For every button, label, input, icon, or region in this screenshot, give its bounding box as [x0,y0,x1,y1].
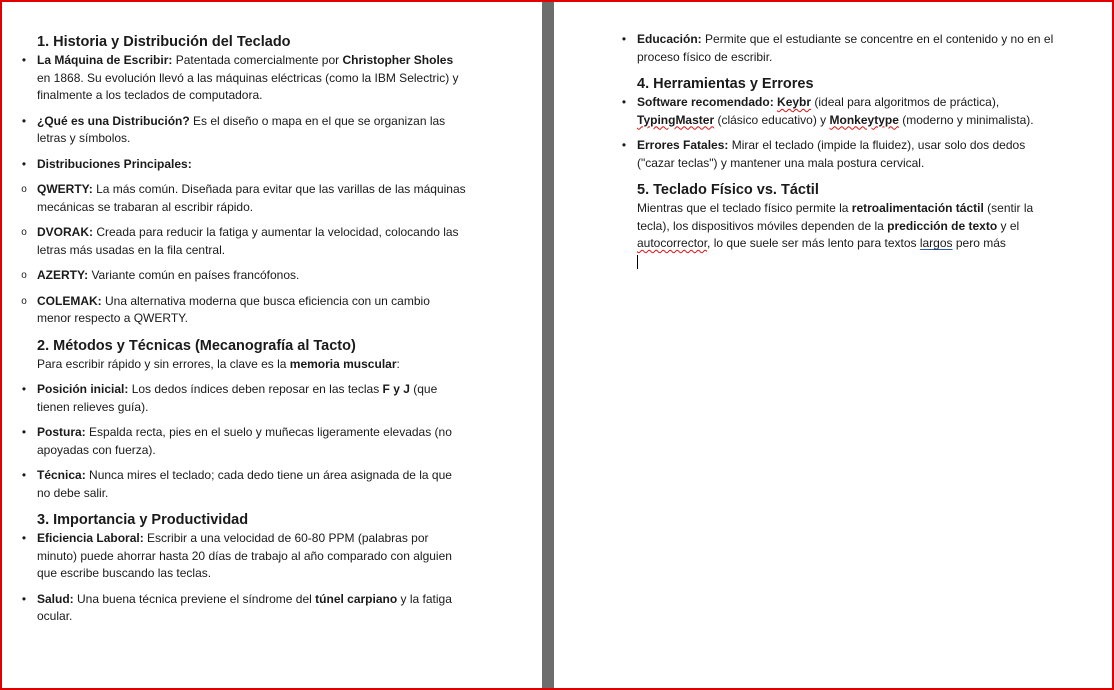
item-text: Permite que el estudiante se concentre en el contenido y no en el proceso físico de escribir. [637,32,1054,64]
para-text: pero más [952,236,1006,250]
list-item [21,293,467,328]
page-left-content[interactable] [21,32,467,634]
list-item [21,181,467,216]
item-label: COLEMAK: [37,293,102,308]
item-text: Una alternativa moderna que busca eficiencia con un cambio menor respecto a QWERTY. [37,293,430,325]
item-text: Una buena técnica previene el síndrome del [73,591,316,606]
section-title: 1. Historia y Distribución del Teclado [37,34,291,50]
item-text: en 1868. Su evolución llevó a las máquinas eléctricas (como la IBM Selectric) y finalmente a los teclados de computadora. [37,70,459,102]
item-label: Salud: [37,591,74,606]
list-item [621,137,1062,172]
tool-monkeytype: Monkeytype [829,112,899,127]
grammar-word: largos [919,236,953,250]
item-text: (que tienen relieves guía). [37,382,438,414]
item-label: Distribuciones Principales: [37,156,192,171]
page-left [2,2,540,688]
item-label: Posición inicial: [37,382,129,396]
list-item [21,381,467,416]
item-label: ¿Qué es una Distribución? [37,113,190,128]
page-right [556,2,1114,688]
list-item [21,591,467,626]
item-label: Errores Fatales: [637,138,729,152]
item-text: Es el diseño o mapa en el que se organizan las letras y símbolos. [37,113,446,145]
section-title: 3. Importancia y Productividad [37,512,249,528]
section-title: 5. Teclado Físico vs. Táctil [637,182,819,198]
list-item [21,267,467,285]
bullet-icon: • [21,591,27,606]
bullet-icon: • [21,425,27,439]
item-text: (ideal para algoritmos de práctica), [811,95,1000,109]
bullet-icon: • [21,531,27,545]
page-right-content[interactable] [621,31,1062,282]
item-text: Variante común en países francófonos. [88,268,300,282]
list-item [21,530,467,583]
intro-end: : [396,356,400,371]
bullet-icon: • [21,113,27,128]
item-bold: túnel carpiano [315,591,398,606]
item-text: La más común. Diseñada para evitar que las varillas de las máquinas mecánicas se trabaran al escribir rápido. [37,182,466,214]
item-text: Mirar el teclado (impide la fluidez), usar solo dos dedos ("cazar teclas") y mantener una mala postura cervical. [637,138,1026,170]
item-text: Creada para reducir la fatiga y aumentar la velocidad, colocando las letras más usadas en la fila central. [37,225,459,257]
item-text: (moderno y minimalista). [898,112,1034,127]
section-title: 2. Métodos y Técnicas (Mecanografía al Tacto) [37,337,356,354]
list-item [21,424,467,459]
bullet-icon: • [621,32,627,46]
list-item [621,31,1062,66]
list-item [21,113,467,148]
circle-bullet-icon: o [21,227,27,238]
item-bold: F y J [382,382,410,396]
item-text: Espalda recta, pies en el suelo y muñecas ligeramente elevadas (no apoyadas con fuerza). [37,425,452,457]
item-label: La Máquina de Escribir: [37,53,173,67]
para-text: (sentir la tecla), los dispositivos móviles dependen de la [637,201,1034,233]
list-item [621,94,1062,129]
tool-typingmaster: TypingMaster [637,112,715,127]
item-label: Técnica: [37,468,86,482]
item-label: AZERTY: [37,268,89,282]
para-text: y el [997,218,1020,233]
bullet-icon: • [621,95,627,109]
item-text: y la fatiga ocular. [37,591,452,623]
bullet-icon: • [21,468,27,482]
page-gutter [540,2,556,688]
list-item [21,224,467,259]
item-text: Nunca mires el teclado; cada dedo tiene un área asignada de la que no debe salir. [37,468,452,500]
spellcheck-word: autocorrector [637,236,708,250]
circle-bullet-icon: o [21,295,27,307]
bullet-icon: • [21,156,27,171]
list-item [21,52,467,105]
bullet-icon: • [21,53,27,67]
item-bold: Christopher Sholes [342,53,454,67]
para-bold: predicción de texto [887,218,998,233]
tool-keybr: Keybr [777,95,812,109]
text-cursor[interactable] [637,255,638,269]
item-label: QWERTY: [37,182,93,196]
section-intro [37,356,467,374]
intro-bold: memoria muscular [289,356,397,371]
para-bold: retroalimentación táctil [851,201,984,215]
para-text: , lo que suele ser más lento para textos [707,236,920,250]
intro-text: Para escribir rápido y sin errores, la clave es la [37,356,290,371]
item-text: Patentada comercialmente por [172,53,343,67]
list-item [21,467,467,502]
item-label: Software recomendado: [637,95,774,109]
para-text: Mientras que el teclado físico permite la [637,201,852,215]
item-text: Escribir a una velocidad de 60-80 PPM (palabras por minuto) puede ahorrar hasta 20 días de trabajo al año comparado con alguien que escribe buscando las teclas. [37,531,452,580]
list-item [21,156,467,174]
bullet-icon: • [21,382,27,396]
circle-bullet-icon: o [21,184,27,195]
item-text: (clásico educativo) y [714,112,830,127]
bullet-icon: • [621,138,627,152]
page-divider [542,2,554,688]
section-title: 4. Herramientas y Errores [637,76,814,92]
item-label: Eficiencia Laboral: [37,531,144,545]
item-label: Educación: [637,32,702,46]
item-label: Postura: [37,425,86,439]
item-text: Los dedos índices deben reposar en las teclas [128,382,383,396]
item-label: DVORAK: [37,225,93,239]
circle-bullet-icon: o [21,270,27,281]
section-paragraph [637,200,1062,274]
